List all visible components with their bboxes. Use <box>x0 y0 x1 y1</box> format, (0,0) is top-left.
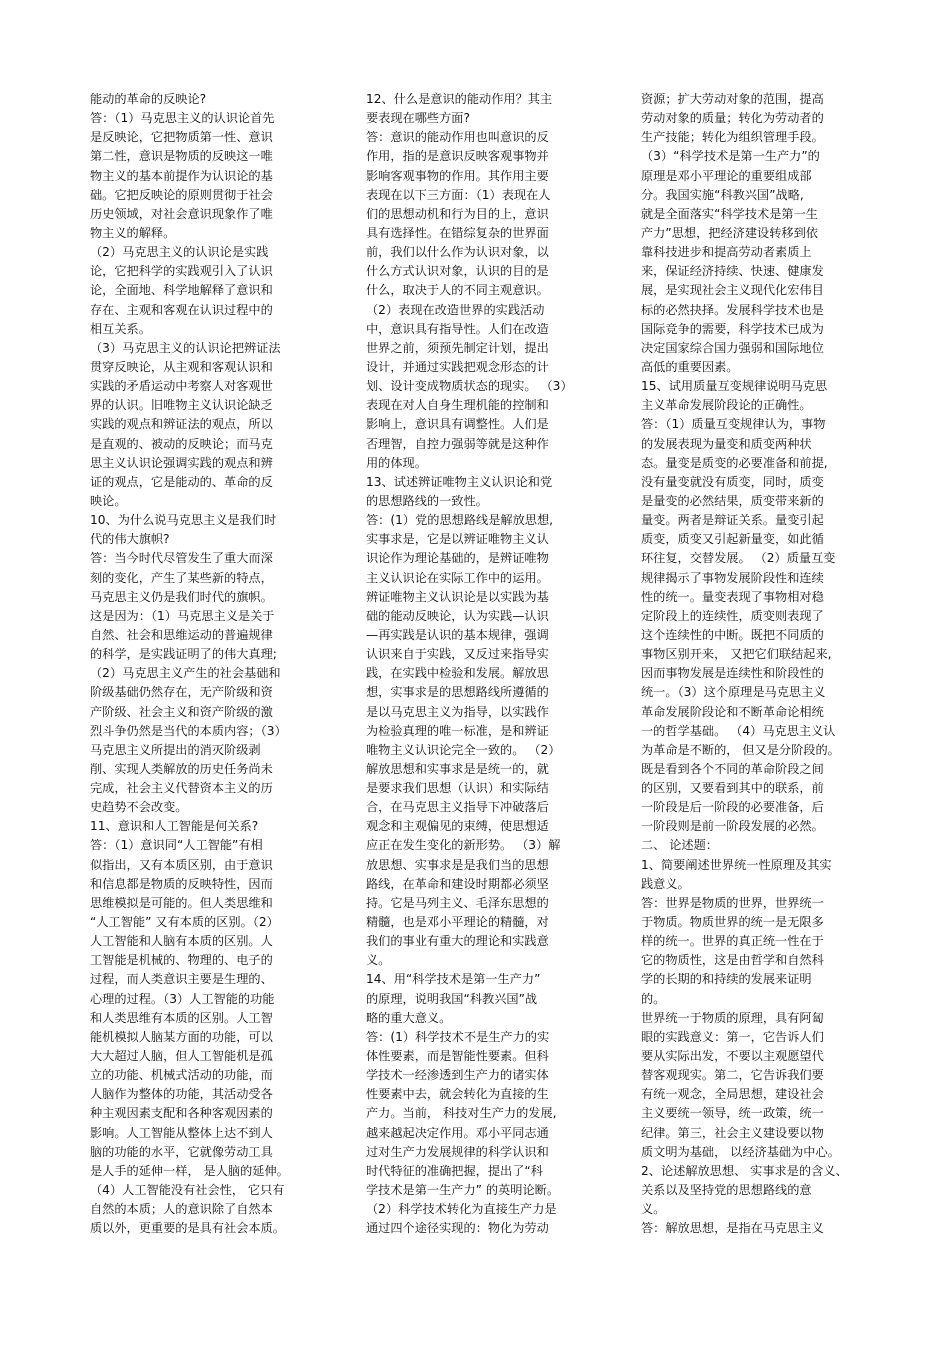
text-line: 放思想、实事求是是我们当的思想 <box>366 857 549 872</box>
text-line: 主义要统一领导，统一政策，统一 <box>641 1106 824 1121</box>
text-line: 为革命是不断的， 但又是分阶段的。 <box>641 742 840 757</box>
text-line: 答：(1）科学技术不是生产力的实 <box>366 1029 550 1044</box>
text-line: 事物区别开来， 又把它们联结起来, <box>641 647 832 662</box>
text-line: 是反映论，它把物质第一性、意识 <box>90 130 273 145</box>
text-line: 它的物质性，这是由哲学和自然科 <box>641 953 824 968</box>
text-line: 10、为什么说马克思主义是我们时 <box>90 513 277 528</box>
text-line: 否理智，自控力强弱等就是这种作 <box>366 436 549 451</box>
text-line: 践，在实践中检验和发展。解放思 <box>366 666 549 681</box>
text-line: 世界统一于物质的原理，具有阿匐 <box>641 1010 824 1025</box>
text-line: 答：（1）意识同“人工智能”有相 <box>90 838 263 853</box>
text-column-middle <box>366 90 578 1238</box>
text-line: 1、简要阐述世界统一性原理及其实 <box>641 857 832 872</box>
text-line: 答：（1）质量互变规律认为，事物 <box>641 417 826 432</box>
text-line: 这是因为：（1）马克思主义是关于 <box>90 608 275 623</box>
text-line: 态。量变是质变的必要准备和前提, <box>641 455 828 470</box>
text-line: 样的统一。世界的真正统一性在于 <box>641 934 824 949</box>
text-line: 代的伟大旗帜? <box>90 532 170 547</box>
text-line: “人工智能” 又有本质的区别。（2） <box>90 915 279 930</box>
text-line: 大大超过人脑，但人工智能机是孤 <box>90 1049 273 1064</box>
text-line: 实践的矛盾运动中考察人对客观世 <box>90 379 273 394</box>
text-line: 义。 <box>366 953 391 968</box>
text-line: （2）表现在改造世界的实践活动 <box>366 302 545 317</box>
text-line: 证的观点，它是能动的、革命的反 <box>90 474 273 489</box>
text-line: 表现在对人自身生理机能的控制和 <box>366 398 549 413</box>
text-line: 唯物主义认识论完全一致的。 （2） <box>366 742 561 757</box>
text-line: 想，实事求是的思想路线所遵循的 <box>366 685 549 700</box>
text-line: 统一。（3）这个原理是马克思主义 <box>641 685 826 700</box>
text-line: 路线，在革命和建设时期都必须坚 <box>366 876 549 891</box>
text-line: 的区别，又要看到其中的联系，前 <box>641 781 824 796</box>
text-line: 环往复，交替发展。 （2）质量互变 <box>641 551 836 566</box>
text-line: 我们的事业有重大的理论和实践意 <box>366 934 549 949</box>
text-column-right <box>641 90 855 1238</box>
text-line: 们的思想动机和行为目的上，意识 <box>366 206 549 221</box>
text-line: 质文明为基础， 以经济基础为中心。 <box>641 1144 840 1159</box>
text-line: 略的重大意义。 <box>366 1010 452 1025</box>
text-line: 一阶段则是前一阶段发展的必然。 <box>641 819 824 834</box>
text-line: 界的认识。旧唯物主义认识论缺乏 <box>90 398 273 413</box>
text-line: 既是看到各个不同的革命阶段之间 <box>641 761 824 776</box>
text-line: 产力”思想，把经济建设转移到依 <box>641 225 818 240</box>
text-line: 这个连续性的中断。既把不同质的 <box>641 627 824 642</box>
text-line: 革命发展阶段论和不断革命论相统 <box>641 704 824 719</box>
text-line: 体性要素，而是智能性要素。但科 <box>366 1049 549 1064</box>
text-line: 础的能动反映论，认为实践—认识 <box>366 608 549 623</box>
text-line: 主义革命发展阶段论的正确性。 <box>641 398 812 413</box>
text-line: 相互关系。 <box>90 321 151 336</box>
text-line: 表现在以下三方面：（1）表现在人 <box>366 187 551 202</box>
text-line: 学技术一经渗透到生产力的诸实体 <box>366 1068 549 1083</box>
text-line: 的思想路线的一致性。 <box>366 493 488 508</box>
text-line: 识论作为理论基础的，是辨证唯物 <box>366 551 549 566</box>
text-line: 答：当今时代尽管发生了重大而深 <box>90 551 273 566</box>
text-line: 是要求我们思想（认识）和实际结 <box>366 781 549 796</box>
text-line: 答：世界是物质的世界，世界统一 <box>641 895 824 910</box>
text-column-left <box>90 90 302 1238</box>
text-line: 贯穿反映论，从主观和客观认识和 <box>90 359 273 374</box>
text-line: 能机模拟人脑某方面的功能，可以 <box>90 1029 273 1044</box>
text-line: 高低的重要因素。 <box>641 359 739 374</box>
text-line: （2）马克思主义产生的社会基础和 <box>90 666 281 681</box>
text-line: 性的统一。量变表现了事物相对稳 <box>641 589 824 604</box>
text-line: 展，是实现社会主义现代化宏伟目 <box>641 283 824 298</box>
text-line: 一的哲学基础。 （4）马克思主义认 <box>641 723 836 738</box>
text-line: 的发展表现为量变和质变两种状 <box>641 436 812 451</box>
text-line: 影响客观事物的作用。其作用主要 <box>366 168 549 183</box>
text-line: 答：（1）马克思主义的认识论首先 <box>90 111 275 126</box>
text-line: 划、设计变成物质状态的现实。 （3） <box>366 379 573 394</box>
text-line: 的。 <box>641 991 666 1006</box>
text-line: 关系以及坚持党的思想路线的意 <box>641 1183 812 1198</box>
text-line: 于物质。物质世界的统一是无限多 <box>641 915 824 930</box>
text-line: 越来越起决定作用。邓小平同志通 <box>366 1125 549 1140</box>
text-line: 是人手的延伸一样， 是人脑的延伸。 <box>90 1163 289 1178</box>
text-line: 过对生产力发展规律的科学认识和 <box>366 1144 549 1159</box>
text-line: 的原理，说明我国“科教兴国”战 <box>366 991 538 1006</box>
text-line: 产阶级、社会主义和资产阶级的激 <box>90 704 273 719</box>
text-line: 资源；扩大劳动对象的范围，提高 <box>641 92 824 106</box>
text-line: 决定国家综合国力强弱和国际地位 <box>641 340 824 355</box>
text-line: 思维模拟是可能的。但人类思维和 <box>90 895 273 910</box>
text-line: 劳动对象的质量；转化为劳动者的 <box>641 111 824 126</box>
text-line: 为检验真理的唯一标准，是和辨证 <box>366 723 549 738</box>
text-line: 靠科技进步和提高劳动者素质上 <box>641 245 812 260</box>
text-line: 解放思想和实事求是是统一的，就 <box>366 761 549 776</box>
text-line: 认识来自于实践，又反过来指导实 <box>366 647 549 662</box>
text-line: 性要素中去，就会转化为直接的生 <box>366 1087 549 1102</box>
text-line: 学的长期的和持续的发展来证明 <box>641 972 812 987</box>
text-line: 心理的过程。（3）人工智能的功能 <box>90 991 275 1006</box>
text-line: 合，在马克思主义指导下冲破落后 <box>366 800 549 815</box>
text-line: 13、试述辨证唯物主义认识论和党 <box>366 474 553 489</box>
text-line: 践意义。 <box>641 876 690 891</box>
text-line: 人工智能和人脑有本质的区别。人 <box>90 934 273 949</box>
text-line: 论，全面地、科学地解释了意识和 <box>90 283 273 298</box>
text-line: 础。它把反映论的原则贯彻于社会 <box>90 187 273 202</box>
text-line: 答：解放思想，是指在马克思主义 <box>641 1221 824 1236</box>
text-line: 生产技能；转化为组织管理手段。 <box>641 130 824 145</box>
text-line: 来，保证经济持续、快速、健康发 <box>641 264 824 279</box>
text-line: 的科学，是实践证明了的伟大真理; <box>90 647 277 662</box>
text-line: 辨证唯物主义认识论是以实践为基 <box>366 589 549 604</box>
text-line: 作用，指的是意识反映客观事物并 <box>366 149 549 164</box>
text-line: 自然、社会和思维运动的普遍规律 <box>90 627 273 642</box>
text-line: 过程，而人类意识主要是生理的、 <box>90 972 273 987</box>
text-line: 原理是邓小平理论的重要组成部 <box>641 168 812 183</box>
text-line: 影响。人工智能从整体上达不到人 <box>90 1125 273 1140</box>
text-line: 烈斗争仍然是当代的本质内容；（3） <box>90 723 287 738</box>
text-line: 工智能是机械的、物理的、电子的 <box>90 953 273 968</box>
text-line: 要表现在哪些方面? <box>366 111 470 126</box>
text-line: 实事求是，它是以辨证唯物主义认 <box>366 532 549 547</box>
text-line: 是直观的、被动的反映论；而马克 <box>90 436 273 451</box>
text-line: 质以外，更重要的是具有社会本质。 <box>90 1221 285 1236</box>
text-line: 什么，取决于人的不同主观意识。 <box>366 283 549 298</box>
text-line: 思主义认识论强调实践的观点和辨 <box>90 455 273 470</box>
text-line: 世界之前，须预先制定计划，提出 <box>366 340 549 355</box>
text-line: 应正在发生变化的新形势。 （3）解 <box>366 838 561 853</box>
text-line: 具有选择性。在错综复杂的世界面 <box>366 225 549 240</box>
text-line: 主义认识论在实际工作中的运用。 <box>366 570 549 585</box>
text-line: 12、什么是意识的能动作用？其主 <box>366 92 553 106</box>
text-line: 产力。当前， 科技对生产力的发展, <box>366 1106 557 1121</box>
text-line: 用的体现。 <box>366 455 427 470</box>
text-line: 替客观现实。第二，它告诉我们要 <box>641 1068 824 1083</box>
text-line: 精髓，也是邓小平理论的精髓，对 <box>366 915 549 930</box>
text-line: 义。 <box>641 1202 666 1217</box>
text-line: 是以马克思主义为指导，以实践作 <box>366 704 549 719</box>
text-line: 映论。 <box>90 493 127 508</box>
text-line: 观念和主观偏见的束缚，使思想适 <box>366 819 549 834</box>
text-line: 马克思主义仍是我们时代的旗帜。 <box>90 589 273 604</box>
text-line: （3）“科学技术是第一生产力”的 <box>641 149 820 164</box>
text-line: 中，意识具有指导性。人们在改造 <box>366 321 549 336</box>
text-line: 时代特征的准确把握，提出了“科 <box>366 1163 543 1178</box>
text-line: 通过四个途径实现的：物化为劳动 <box>366 1221 549 1236</box>
text-line: 没有量变就没有质变，同时，质变 <box>641 474 824 489</box>
text-line: 规律揭示了事物发展阶段性和连续 <box>641 570 824 585</box>
text-line: 前，我们以什么作为认识对象，以 <box>366 245 549 260</box>
text-line: 量变。两者是辩证关系。量变引起 <box>641 513 824 528</box>
text-line: 和人类思维有本质的区别。人工智 <box>90 1010 273 1025</box>
text-line: （3）马克思主义的认识论把辨证法 <box>90 340 281 355</box>
text-line: 14、用“科学技术是第一生产力” <box>366 972 541 987</box>
text-line: —再实践是认识的基本规律，强调 <box>366 627 549 642</box>
text-line: 脑的功能的水平，它就像劳动工具 <box>90 1144 273 1159</box>
text-line: 眼的实践意义：第一，它告诉人们 <box>641 1029 824 1044</box>
text-line: 存在、主观和客观在认识过程中的 <box>90 302 273 317</box>
text-line: 影响上，意识具有调整性。人们是 <box>366 417 549 432</box>
text-line: 标的必然抉择。发展科学技术也是 <box>641 302 824 317</box>
text-line: 学技术是第一生产力” 的英明论断。 <box>366 1183 560 1198</box>
text-line: 能动的革命的反映论? <box>90 92 207 106</box>
text-line: 第二性，意识是物质的反映这一唯 <box>90 149 273 164</box>
text-line: 纪律。第三，社会主义建设要以物 <box>641 1125 824 1140</box>
text-line: 史趋势不会改变。 <box>90 800 188 815</box>
text-line: 答：意识的能动作用也叫意识的反 <box>366 130 549 145</box>
text-line: 什么方式认识对象，认识的目的是 <box>366 264 549 279</box>
text-line: 物主义的解释。 <box>90 225 176 240</box>
text-line: 有统一观念，全局思想，建设社会 <box>641 1087 824 1102</box>
text-line: 论，它把科学的实践观引入了认识 <box>90 264 273 279</box>
text-line: 实践的观点和辨证法的观点，所以 <box>90 417 273 432</box>
text-line: 2、论述解放思想、 实事求是的含义、 <box>641 1163 848 1178</box>
text-line: 历史领域，对社会意识现象作了唯 <box>90 206 273 221</box>
text-line: 国际竞争的需要，科学技术已成为 <box>641 321 824 336</box>
text-line: 削、实现人类解放的历史任务尚未 <box>90 761 273 776</box>
text-line: 一阶段是后一阶段的必要准备，后 <box>641 800 824 815</box>
text-line: 二、 论述题： <box>641 838 718 853</box>
text-line: 刻的变化，产生了某些新的特点， <box>90 570 273 585</box>
text-line: 持。它是马列主义、毛泽东思想的 <box>366 895 549 910</box>
text-line: 物主义的基本前提作为认识论的基 <box>90 168 273 183</box>
text-line: 是量变的必然结果，质变带来新的 <box>641 493 824 508</box>
text-line: 11、意识和人工智能是何关系? <box>90 819 259 834</box>
text-line: 自然的本质；人的意识除了自然本 <box>90 1202 273 1217</box>
text-line: 定阶段上的连续性，质变则表现了 <box>641 608 824 623</box>
text-line: 要从实际出发，不要以主观愿望代 <box>641 1049 824 1064</box>
text-line: 阶级基础仍然存在，无产阶级和资 <box>90 685 273 700</box>
text-line: 15、试用质量互变规律说明马克思 <box>641 379 828 394</box>
text-line: 答：(1）党的思想路线是解放思想, <box>366 513 554 528</box>
text-line: 和信息都是物质的反映特性，因而 <box>90 876 273 891</box>
text-line: （2）科学技术转化为直接生产力是 <box>366 1202 557 1217</box>
text-line: 马克思主义所提出的消灭阶级剥 <box>90 742 261 757</box>
text-line: 因而事物发展是连续性和阶段性的 <box>641 666 824 681</box>
text-line: 分。我国实施“科教兴国”战略, <box>641 187 804 202</box>
text-line: 完成，社会主义代替资本主义的历 <box>90 781 273 796</box>
text-line: 人脑作为整体的功能，其活动受各 <box>90 1087 273 1102</box>
text-line: 似指出，又有本质区别，由于意识 <box>90 857 273 872</box>
text-line: （4）人工智能没有社会性， 它只有 <box>90 1183 285 1198</box>
text-line: 种主观因素支配和各种客观因素的 <box>90 1106 273 1121</box>
text-line: 质变，质变又引起新量变，如此循 <box>641 532 824 547</box>
text-line: 设计，并通过实践把观念形态的计 <box>366 359 549 374</box>
text-line: 就是全面落实“科学技术是第一生 <box>641 206 818 221</box>
text-line: 立的功能、机械式活动的功能，而 <box>90 1068 273 1083</box>
text-line: （2）马克思主义的认识论是实践 <box>90 245 269 260</box>
